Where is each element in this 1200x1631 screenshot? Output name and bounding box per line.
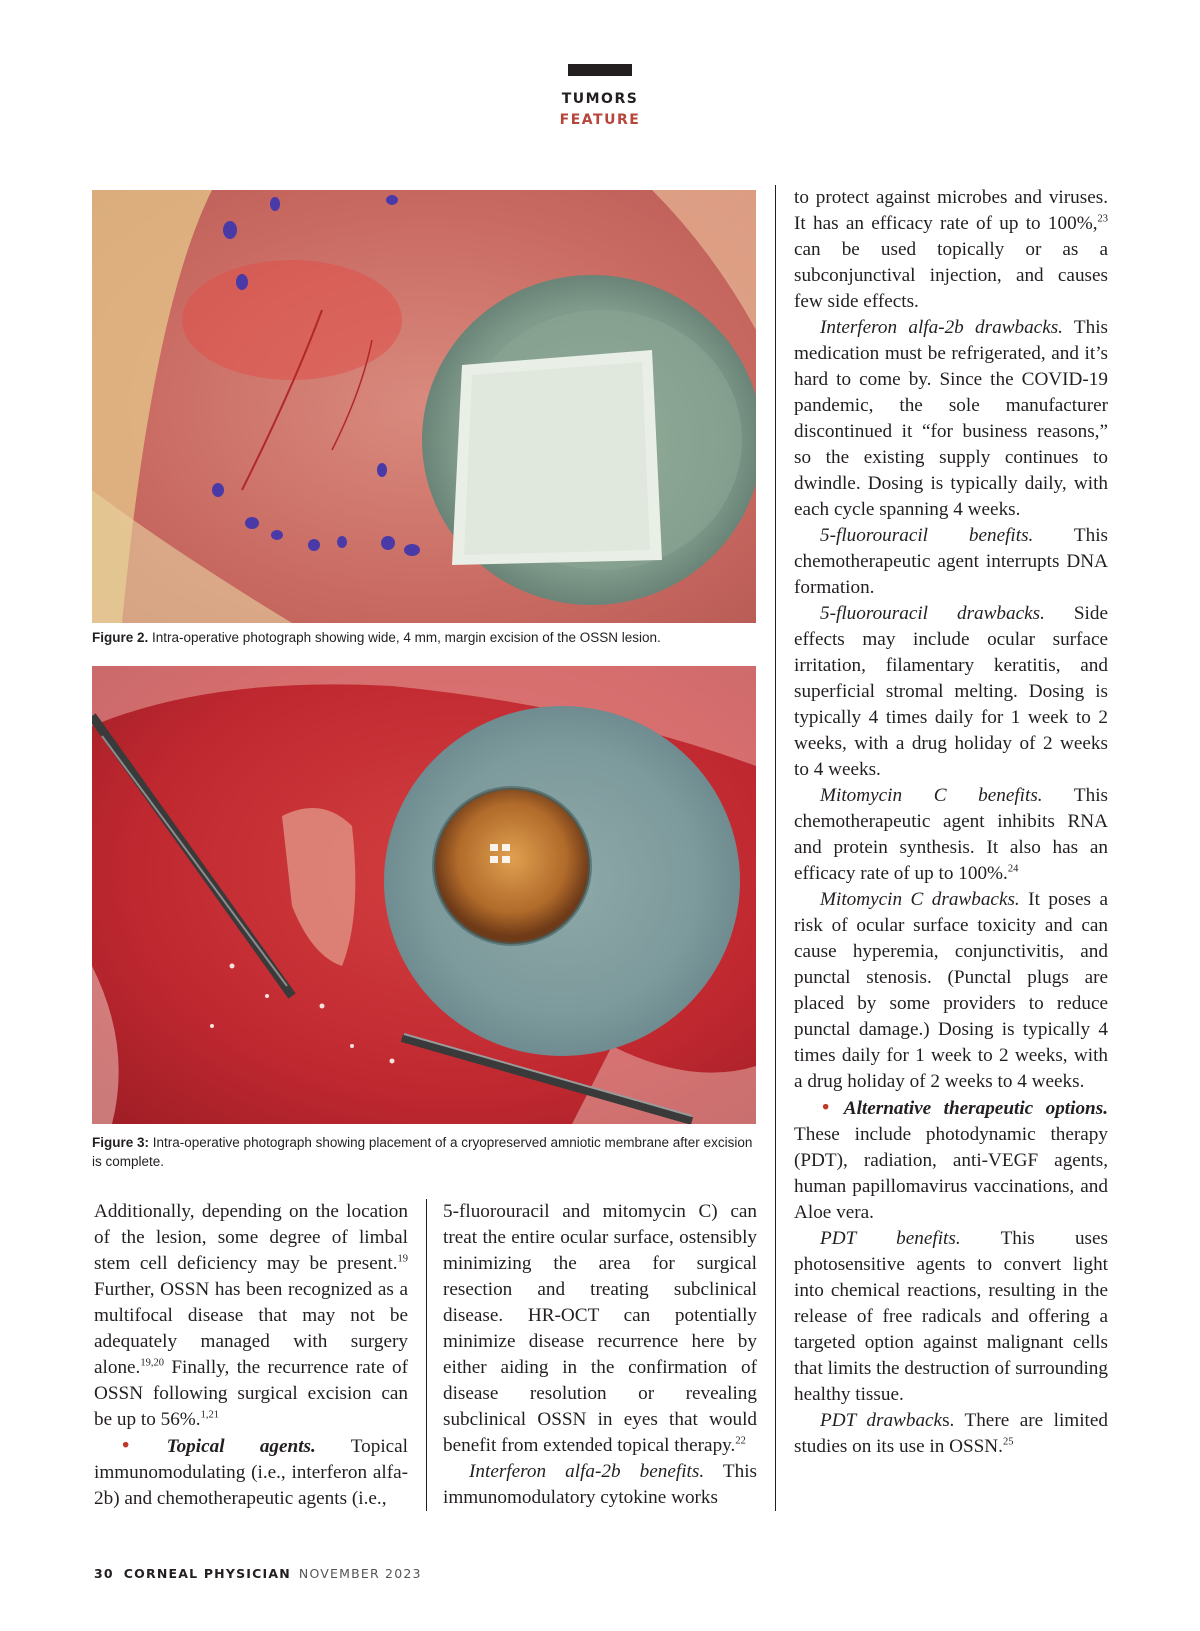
figure-2-label: Figure 2. [92, 630, 149, 645]
subhead: Alternative therapeutic options. [843, 1098, 1108, 1119]
paragraph [794, 887, 1108, 1095]
header-bar [568, 64, 632, 76]
text-run: This medication must be refrigerated, and it’s hard to come by. Since the COVID-19 pandemic, the sole manufacturer discontinued it “for business reasons,” so the existing supply continues to dwindle. Dosing is typically daily, with each cycle spanning 4 weeks. [794, 317, 1109, 520]
paragraph [94, 1433, 408, 1512]
text-run: This uses photosensitive agents to convert light into chemical reactions, resulting in the release of free radicals and offering a targeted option against malignant cells that limits the destruction of surrounding healthy tissue. [794, 1228, 1108, 1405]
paragraph [794, 783, 1108, 887]
reference-superscript: 25 [1002, 1436, 1014, 1448]
column-rule-right [775, 185, 776, 1511]
text-run: to protect against microbes and viruses. It has an efficacy rate of up to 100%, [794, 187, 1108, 234]
page-number: 30 [94, 1566, 114, 1581]
bullet-icon: • [120, 1434, 132, 1457]
text-run: There are limited studies on its use in OSSN. [794, 1410, 1109, 1457]
run-in-head: Interferon alfa-2b benefits. [469, 1461, 705, 1482]
reference-superscript: 24 [1007, 863, 1019, 875]
column-rule-left [426, 1199, 427, 1511]
text-run: Side effects may include ocular surface irritation, filamentary keratitis, and superficial stromal melting. Dosing is typically 4 times daily for 1 week to 2 weeks, with a drug holiday of 2 weeks to 4 weeks. [794, 603, 1108, 780]
text-run: This immunomodulatory cytokine works [443, 1461, 757, 1508]
text-run: These include photodynamic therapy (PDT), radiation, anti-VEGF agents, human papillomavirus vaccinations, and Aloe vera. [794, 1124, 1108, 1223]
paragraph [794, 523, 1108, 601]
paragraph [794, 1226, 1108, 1408]
run-in-head: Mitomycin C benefits. [820, 785, 1043, 806]
figure-2-caption [92, 629, 756, 648]
text-run: 5-fluorouracil and mitomycin C) can treat the entire ocular surface, ostensibly minimizing the area for surgical resection and treating subclinical disease. HR-OCT can potentially minimize disease recurrence here by either aiding in the confirmation of disease resolution or revealing subclinical OSSN in eyes that would benefit from extended topical therapy. [443, 1201, 757, 1456]
text-run: This chemotherapeutic agent inhibits RNA and protein synthesis. It also has an efficacy rate of up to 100%. [794, 785, 1109, 884]
paragraph [794, 1408, 1108, 1460]
paragraph [94, 1199, 408, 1433]
figure-3-caption [92, 1134, 756, 1171]
run-in-head: PDT benefits. [820, 1228, 961, 1249]
figure-3-photo [92, 666, 756, 1124]
body-column-left [94, 1199, 408, 1512]
page-footer [94, 1566, 422, 1581]
issue-date: NOVEMBER 2023 [298, 1566, 422, 1581]
paragraph [794, 315, 1108, 523]
text-run: Finally, the recurrence rate of OSSN following surgical excision can be up to 56%. [94, 1357, 408, 1430]
reference-superscript: 1,21 [200, 1409, 219, 1421]
subhead: Topical agents. [166, 1436, 316, 1457]
text-run: can be used topically or as a subconjunctival injection, and causes few side effects. [794, 239, 1108, 312]
figure-3-caption-text: Intra-operative photograph showing placement of a cryopreserved amniotic membrane after excision is complete. [92, 1135, 753, 1169]
figure-2-photo [92, 190, 756, 623]
figure-2-caption-text: Intra-operative photograph showing wide, 4 mm, margin excision of the OSSN lesion. [148, 630, 661, 645]
text-run: Further, OSSN has been recognized as a multifocal disease that may not be adequately managed with surgery alone. [94, 1279, 408, 1378]
paragraph [794, 1095, 1108, 1226]
bullet-icon: • [820, 1096, 832, 1119]
body-column-middle [443, 1199, 757, 1511]
body-column-right [794, 185, 1108, 1460]
text-run: This chemotherapeutic agent interrupts DNA formation. [794, 525, 1108, 598]
run-in-head: PDT drawback [820, 1410, 943, 1431]
run-in-head-tail: s. [942, 1410, 955, 1431]
run-in-head: 5-fluorouracil drawbacks. [820, 603, 1045, 624]
journal-name: CORNEAL PHYSICIAN [123, 1566, 291, 1581]
run-in-head: Interferon alfa-2b drawbacks. [820, 317, 1063, 338]
paragraph [794, 601, 1108, 783]
run-in-head: Mitomycin C drawbacks. [820, 889, 1020, 910]
paragraph [443, 1199, 757, 1459]
reference-superscript: 23 [1097, 213, 1108, 225]
subsection-label: FEATURE [559, 112, 641, 128]
text-run: Topical immunomodulating (i.e., interferon alfa-2b) and chemotherapeutic agents (i.e., [94, 1436, 409, 1509]
paragraph [443, 1459, 757, 1511]
figure-3-label: Figure 3: [92, 1135, 150, 1150]
reference-superscript: 22 [735, 1435, 746, 1447]
text-run: Additionally, depending on the location of the lesion, some degree of limbal stem cell deficiency may be present. [94, 1201, 408, 1274]
text-run: It poses a risk of ocular surface toxicity and can cause hyperemia, conjunctivitis, and punctal stenosis. (Punctal plugs are placed by some providers to reduce punctal damage.) Dosing is typically 4 times daily for 1 week to 2 weeks, with a drug holiday of 2 weeks to 4 weeks. [794, 889, 1108, 1092]
paragraph [794, 185, 1108, 315]
reference-superscript: 19,20 [140, 1357, 164, 1369]
section-label: TUMORS [561, 91, 639, 107]
run-in-head: 5-fluorouracil benefits. [820, 525, 1034, 546]
reference-superscript: 19 [397, 1253, 408, 1265]
